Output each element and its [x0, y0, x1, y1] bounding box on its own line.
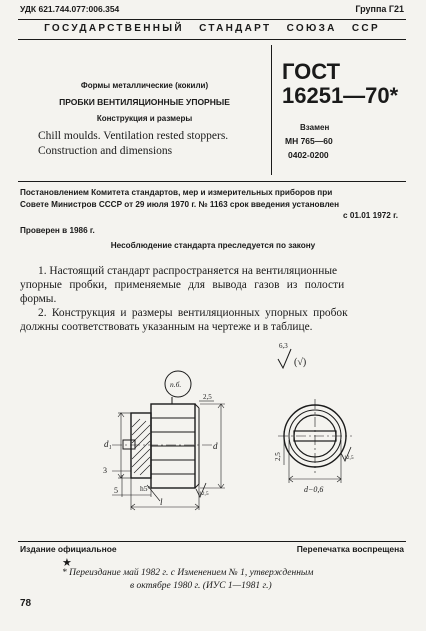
front-view — [278, 399, 352, 483]
roughness-paren: (√) — [294, 357, 307, 368]
replaces-label: Взамен — [300, 123, 330, 132]
dim-d-minus: d−0,6 — [304, 485, 324, 494]
udk-code: УДК 621.744.077:006.354 — [20, 4, 120, 14]
dim-5: 5 — [114, 486, 118, 495]
title-block-rule — [18, 181, 406, 182]
law-notice: Несоблюдение стандарта преследуется по закону — [110, 241, 316, 250]
roughness-value: 6,3 — [279, 342, 288, 350]
dim-d: d — [213, 441, 218, 451]
header-rule-top — [18, 19, 406, 20]
paragraph-2-line-2: должны соответствовать указанным на чертеже и в таблице. — [20, 321, 313, 333]
technical-drawing — [0, 335, 426, 525]
mark-12-5-side: 12,5 — [199, 491, 209, 497]
mark-12-5-front: 12,5 — [344, 455, 354, 461]
star-mark: ★ — [62, 557, 72, 569]
dim-d1: d₁ — [104, 439, 112, 449]
roughness-symbol — [278, 349, 291, 368]
title-line-1: Формы металлические (кокили) — [80, 81, 209, 90]
paragraph-1-line-2: упорные пробки, применяемые для вывода газов из полости — [20, 279, 345, 291]
official-edition: Издание официальное — [20, 544, 117, 554]
reissue-note-line-2: в октябре 1980 г. (ИУС 1—1981 г.) — [130, 581, 272, 591]
decree-line-1: Постановлением Комитета стандартов, мер и измерительных приборов при — [20, 188, 333, 197]
checked-year: Проверен в 1986 г. — [20, 226, 95, 235]
paragraph-2-line-1: 2. Конструкция и размеры вентиляционных упорных пробок — [38, 307, 348, 319]
gost-label: ГОСТ — [282, 59, 341, 84]
paragraph-1-line-3: формы. — [20, 293, 57, 305]
dim-3: 3 — [103, 466, 107, 475]
dim-2-5-left: 2,5 — [274, 452, 282, 461]
replaces-1: МН 765—60 — [285, 136, 333, 146]
title-block-divider — [271, 45, 273, 175]
page-number: 78 — [20, 598, 32, 609]
paragraph-1-line-1: 1. Настоящий стандарт распространяется на вентиляционные — [38, 265, 338, 277]
reissue-note-line-1: * Переиздание май 1982 г. с Изменением № 1, утвержденным — [62, 568, 314, 578]
side-view — [112, 371, 225, 510]
gost-number: 16251—70* — [282, 83, 399, 108]
title-en-line-1: Chill moulds. Ventilation rested stoppers. — [38, 130, 229, 142]
dim-chamfer: h5° — [140, 484, 151, 493]
title-block-left — [18, 39, 271, 181]
replaces-2: 0402-0200 — [288, 150, 329, 160]
title-line-3: Конструкция и размеры — [96, 114, 193, 123]
title-en-line-2: Construction and dimensions — [38, 145, 173, 157]
group-code: Группа Г21 — [355, 4, 404, 14]
state-standard-heading: ГОСУДАРСТВЕННЫЙ СТАНДАРТ СОЮЗА ССР — [44, 23, 380, 34]
decree-line-3: с 01.01 1972 г. — [343, 211, 398, 220]
footer-rule — [18, 541, 406, 542]
label-pb: п.б. — [170, 380, 182, 389]
title-line-2: ПРОБКИ ВЕНТИЛЯЦИОННЫЕ УПОРНЫЕ — [59, 97, 230, 107]
dim-l: l — [160, 497, 163, 507]
dim-2-5-top: 2,5 — [203, 393, 212, 401]
decree-line-2: Совете Министров СССР от 29 июля 1970 г. № 1163 срок введения установлен — [20, 200, 340, 209]
reprint-forbidden: Перепечатка воспрещена — [296, 544, 404, 554]
